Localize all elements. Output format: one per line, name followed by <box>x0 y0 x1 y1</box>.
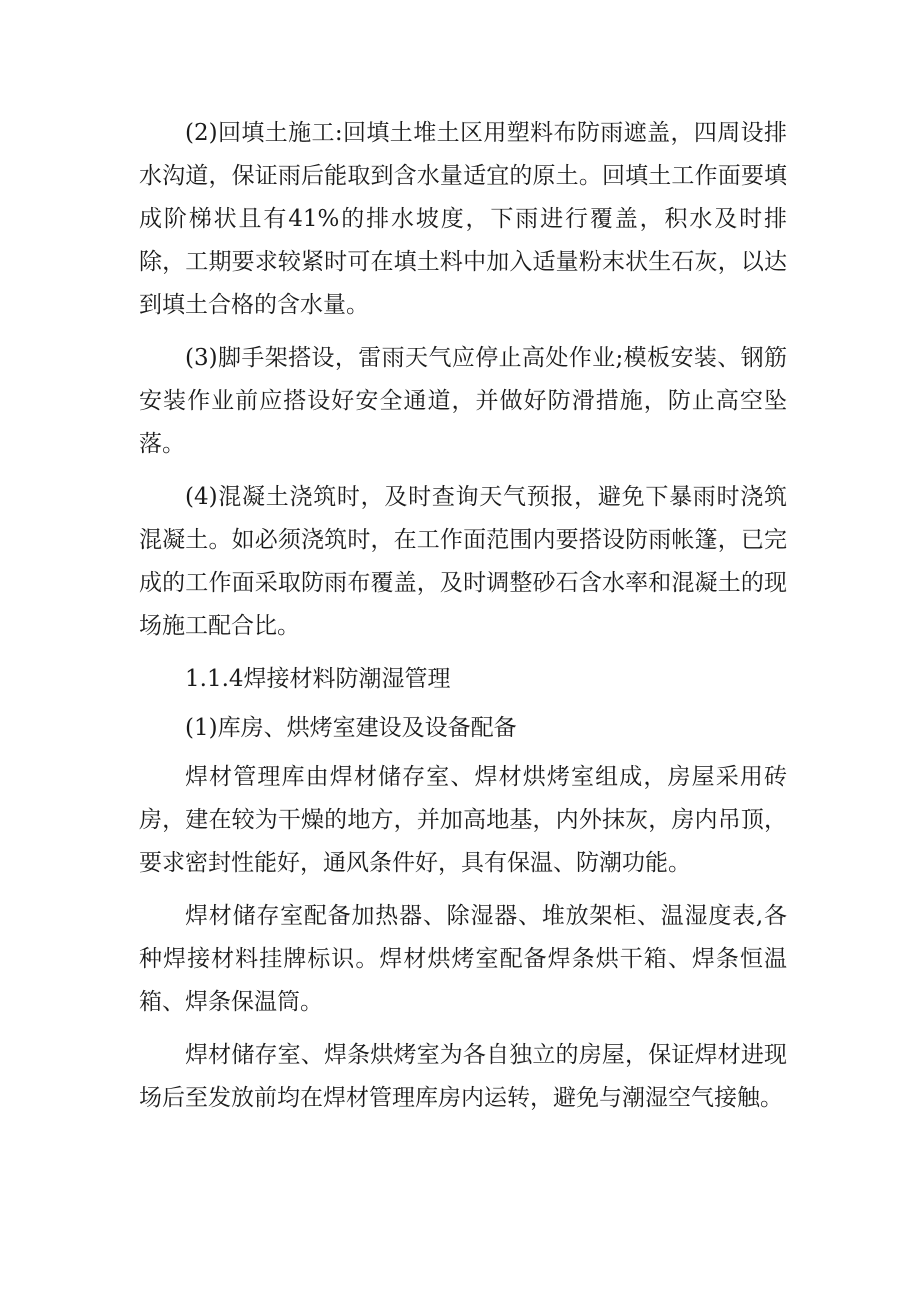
paragraph-concrete-pouring: (4)混凝土浇筑时，及时查询天气预报，避免下暴雨时浇筑混凝土。如必须浇筑时，在工作面范围内要搭设防雨帐篷，已完成的工作面采取防雨布覆盖，及时调整砂石含水率和混凝土的现场施工配合比。 <box>139 484 787 639</box>
paragraph-backfill: (2)回填土施工:回填土堆土区用塑料布防雨遮盖，四周设排水沟道，保证雨后能取到含水量适宜的原土。回填土工作面要填成阶梯状且有41%的排水坡度，下雨进行覆盖，积水及时排除，工期要求较紧时可在填土料中加入适量粉末状生石灰，以达到填土合格的含水量。 <box>139 120 787 318</box>
paragraph-storage-building: 焊材管理库由焊材储存室、焊材烘烤室组成，房屋采用砖房，建在较为干燥的地方，并加高地基，内外抹灰，房内吊顶，要求密封性能好，通风条件好，具有保温、防潮功能。 <box>139 764 787 876</box>
section-heading-welding-moisture: 1.1.4焊接材料防潮湿管理 <box>185 666 451 692</box>
paragraph-independent-rooms: 焊材储存室、焊条烘烤室为各自独立的房屋，保证焊材进现场后至发放前均在焊材管理库房内运转，避免与潮湿空气接触。 <box>139 1042 787 1111</box>
paragraph-storage-equipment: 焊材储存室配备加热器、除湿器、堆放架柜、温湿度表,各种焊接材料挂牌标识。焊材烘烤室配备焊条烘干箱、焊条恒温箱、焊条保温筒。 <box>139 903 787 1015</box>
subheading-storage-equipment: (1)库房、烘烤室建设及设备配备 <box>185 715 517 741</box>
paragraph-scaffolding: (3)脚手架搭设，雷雨天气应停止高处作业;模板安装、钢筋安装作业前应搭设好安全通道，并做好防滑措施，防止高空坠落。 <box>139 345 787 457</box>
document-body <box>139 112 787 1130</box>
